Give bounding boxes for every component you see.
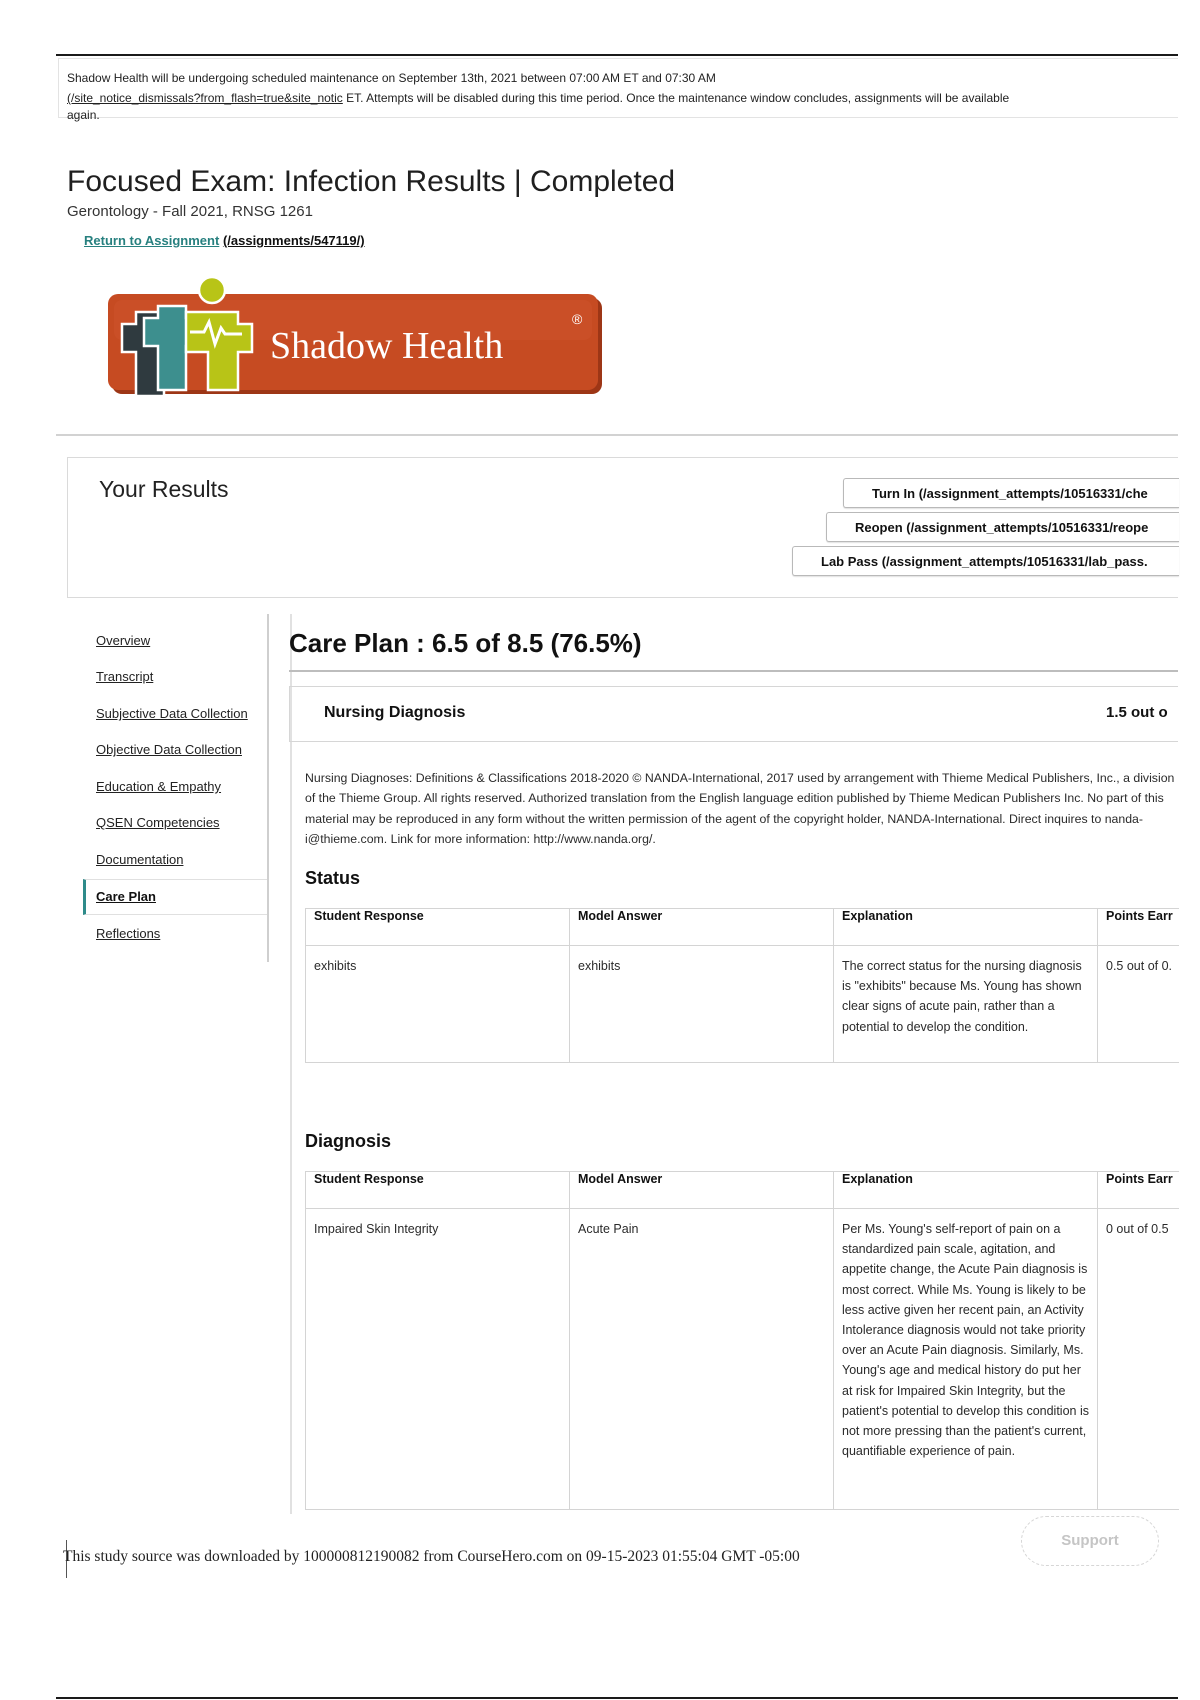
- return-to-assignment-link[interactable]: Return to Assignment: [84, 233, 220, 248]
- sidebar-item-objective-data[interactable]: Objective Data Collection: [96, 742, 242, 757]
- notice-dismiss-link[interactable]: (/site_notice_dismissals?from_flash=true&site_notic: [67, 91, 343, 105]
- diagnosis-points: 0 out of 0.5: [1098, 1209, 1179, 1510]
- notice-line-2: [67, 88, 1170, 108]
- nursing-diagnosis-title: Nursing Diagnosis: [324, 704, 466, 721]
- top-rule: [56, 54, 1178, 56]
- table-row: [306, 946, 1179, 1063]
- diagnosis-explanation: Per Ms. Young's self-report of pain on a standardized pain scale, agitation, and appetite change, the Acute Pain diagnosis is most correct. While Ms. Young is likely to be less active given her recent pain, an Activity Intolerance diagnosis would not take priority over an Acute Pain diagnosis. Similarly, Ms. Young's age and medical history do put her at risk for Impaired Skin Integrity, but the patient's potential to develop this condition is not more pressing than the patient's current, quantifiable experience of pain.: [834, 1209, 1098, 1510]
- status-points: 0.5 out of 0.: [1098, 946, 1179, 1063]
- return-row: [84, 233, 365, 248]
- sidebar-item-documentation[interactable]: Documentation: [96, 852, 184, 867]
- logo-registered-mark: ®: [572, 311, 583, 327]
- nursing-diagnosis-score: 1.5 out o: [1106, 704, 1168, 721]
- status-table: [305, 908, 1179, 1063]
- sidebar-item-overview[interactable]: Overview: [96, 633, 151, 648]
- results-panel: [67, 457, 1178, 598]
- lab-pass-button[interactable]: Lab Pass (/assignment_attempts/10516331/lab_pass.: [792, 546, 1179, 576]
- notice-text-3: again.: [67, 108, 100, 122]
- section-divider: [56, 434, 1178, 436]
- sidebar-item-subjective-data[interactable]: Subjective Data Collection: [96, 706, 248, 721]
- status-heading: Status: [305, 868, 361, 888]
- sidebar-item-education-empathy[interactable]: Education & Empathy: [96, 779, 222, 794]
- nursing-diagnosis-header[interactable]: [289, 686, 1178, 742]
- shadow-health-logo: [108, 278, 604, 406]
- results-title: Your Results: [99, 476, 229, 502]
- bottom-rule: [56, 1697, 1178, 1699]
- course-name: Gerontology - Fall 2021, RNSG 1261: [67, 203, 313, 220]
- care-plan-rule: [289, 670, 1178, 672]
- nanda-copyright-text: Nursing Diagnoses: Definitions & Classifications 2018-2020 © NANDA-International, 2017 used by arrangement with Thieme Medical Publishers, Inc., a division of the Thieme Group. All rights reserved. Authorized translation from the English language edition published by Thieme Medican Publishers Inc. No part of this material may be reproduced in any form without the written permission of the agent of the copyright holder, NANDA-International. Direct inquires to nanda-i@thieme.com. Link for more information: http://www.nanda.org/.: [305, 771, 1175, 846]
- sidebar-divider: [267, 614, 269, 962]
- sidebar-item-care-plan[interactable]: Care Plan: [96, 889, 156, 904]
- col-model-answer: Model Answer: [570, 909, 834, 946]
- page-title: Focused Exam: Infection Results | Completed: [67, 165, 676, 198]
- logo-brand-text: Shadow Health: [270, 325, 504, 367]
- turn-in-button[interactable]: Turn In (/assignment_attempts/10516331/che: [843, 478, 1179, 508]
- col-student-response: Student Response: [306, 909, 570, 946]
- table-row: [306, 1209, 1179, 1510]
- content-divider: [290, 614, 292, 1514]
- return-path: (/assignments/547119/): [222, 233, 365, 248]
- table-header-row: [306, 909, 1179, 946]
- notice-text-2: ET. Attempts will be disabled during this time period. Once the maintenance window concludes, assignments will be available: [346, 91, 1010, 105]
- diagnosis-table: [305, 1171, 1179, 1510]
- care-plan-title: Care Plan : 6.5 of 8.5 (76.5%): [289, 628, 642, 658]
- table-header-row: [306, 1172, 1179, 1209]
- status-student-response: exhibits: [306, 946, 570, 1063]
- download-source-stamp: This study source was downloaded by 100000812190082 from CourseHero.com on 09-15-2023 01:55:04 GMT -05:00: [63, 1548, 800, 1565]
- sidebar-item-qsen[interactable]: QSEN Competencies: [96, 815, 220, 830]
- notice-text-1: Shadow Health will be undergoing scheduled maintenance on September 13th, 2021 between 07:00 AM ET and 07:30 AM: [67, 71, 716, 85]
- col-points-earned: Points Earr: [1098, 1172, 1179, 1209]
- support-button[interactable]: Support: [1021, 1516, 1159, 1566]
- col-explanation: Explanation: [834, 1172, 1098, 1209]
- col-explanation: Explanation: [834, 909, 1098, 946]
- status-explanation: The correct status for the nursing diagnosis is "exhibits" because Ms. Young has shown clear signs of acute pain, rather than a potential to develop the condition.: [834, 946, 1098, 1063]
- diagnosis-student-response: Impaired Skin Integrity: [306, 1209, 570, 1510]
- sidebar-item-reflections[interactable]: Reflections: [96, 926, 161, 941]
- diagnosis-model-answer: Acute Pain: [570, 1209, 834, 1510]
- status-model-answer: exhibits: [570, 946, 834, 1063]
- maintenance-notice: [58, 58, 1178, 122]
- col-model-answer: Model Answer: [570, 1172, 834, 1209]
- col-points-earned: Points Earr: [1098, 909, 1179, 946]
- diagnosis-heading: Diagnosis: [305, 1131, 392, 1151]
- col-student-response: Student Response: [306, 1172, 570, 1209]
- sidebar-item-transcript[interactable]: Transcript: [96, 669, 154, 684]
- reopen-button[interactable]: Reopen (/assignment_attempts/10516331/reope: [826, 512, 1179, 542]
